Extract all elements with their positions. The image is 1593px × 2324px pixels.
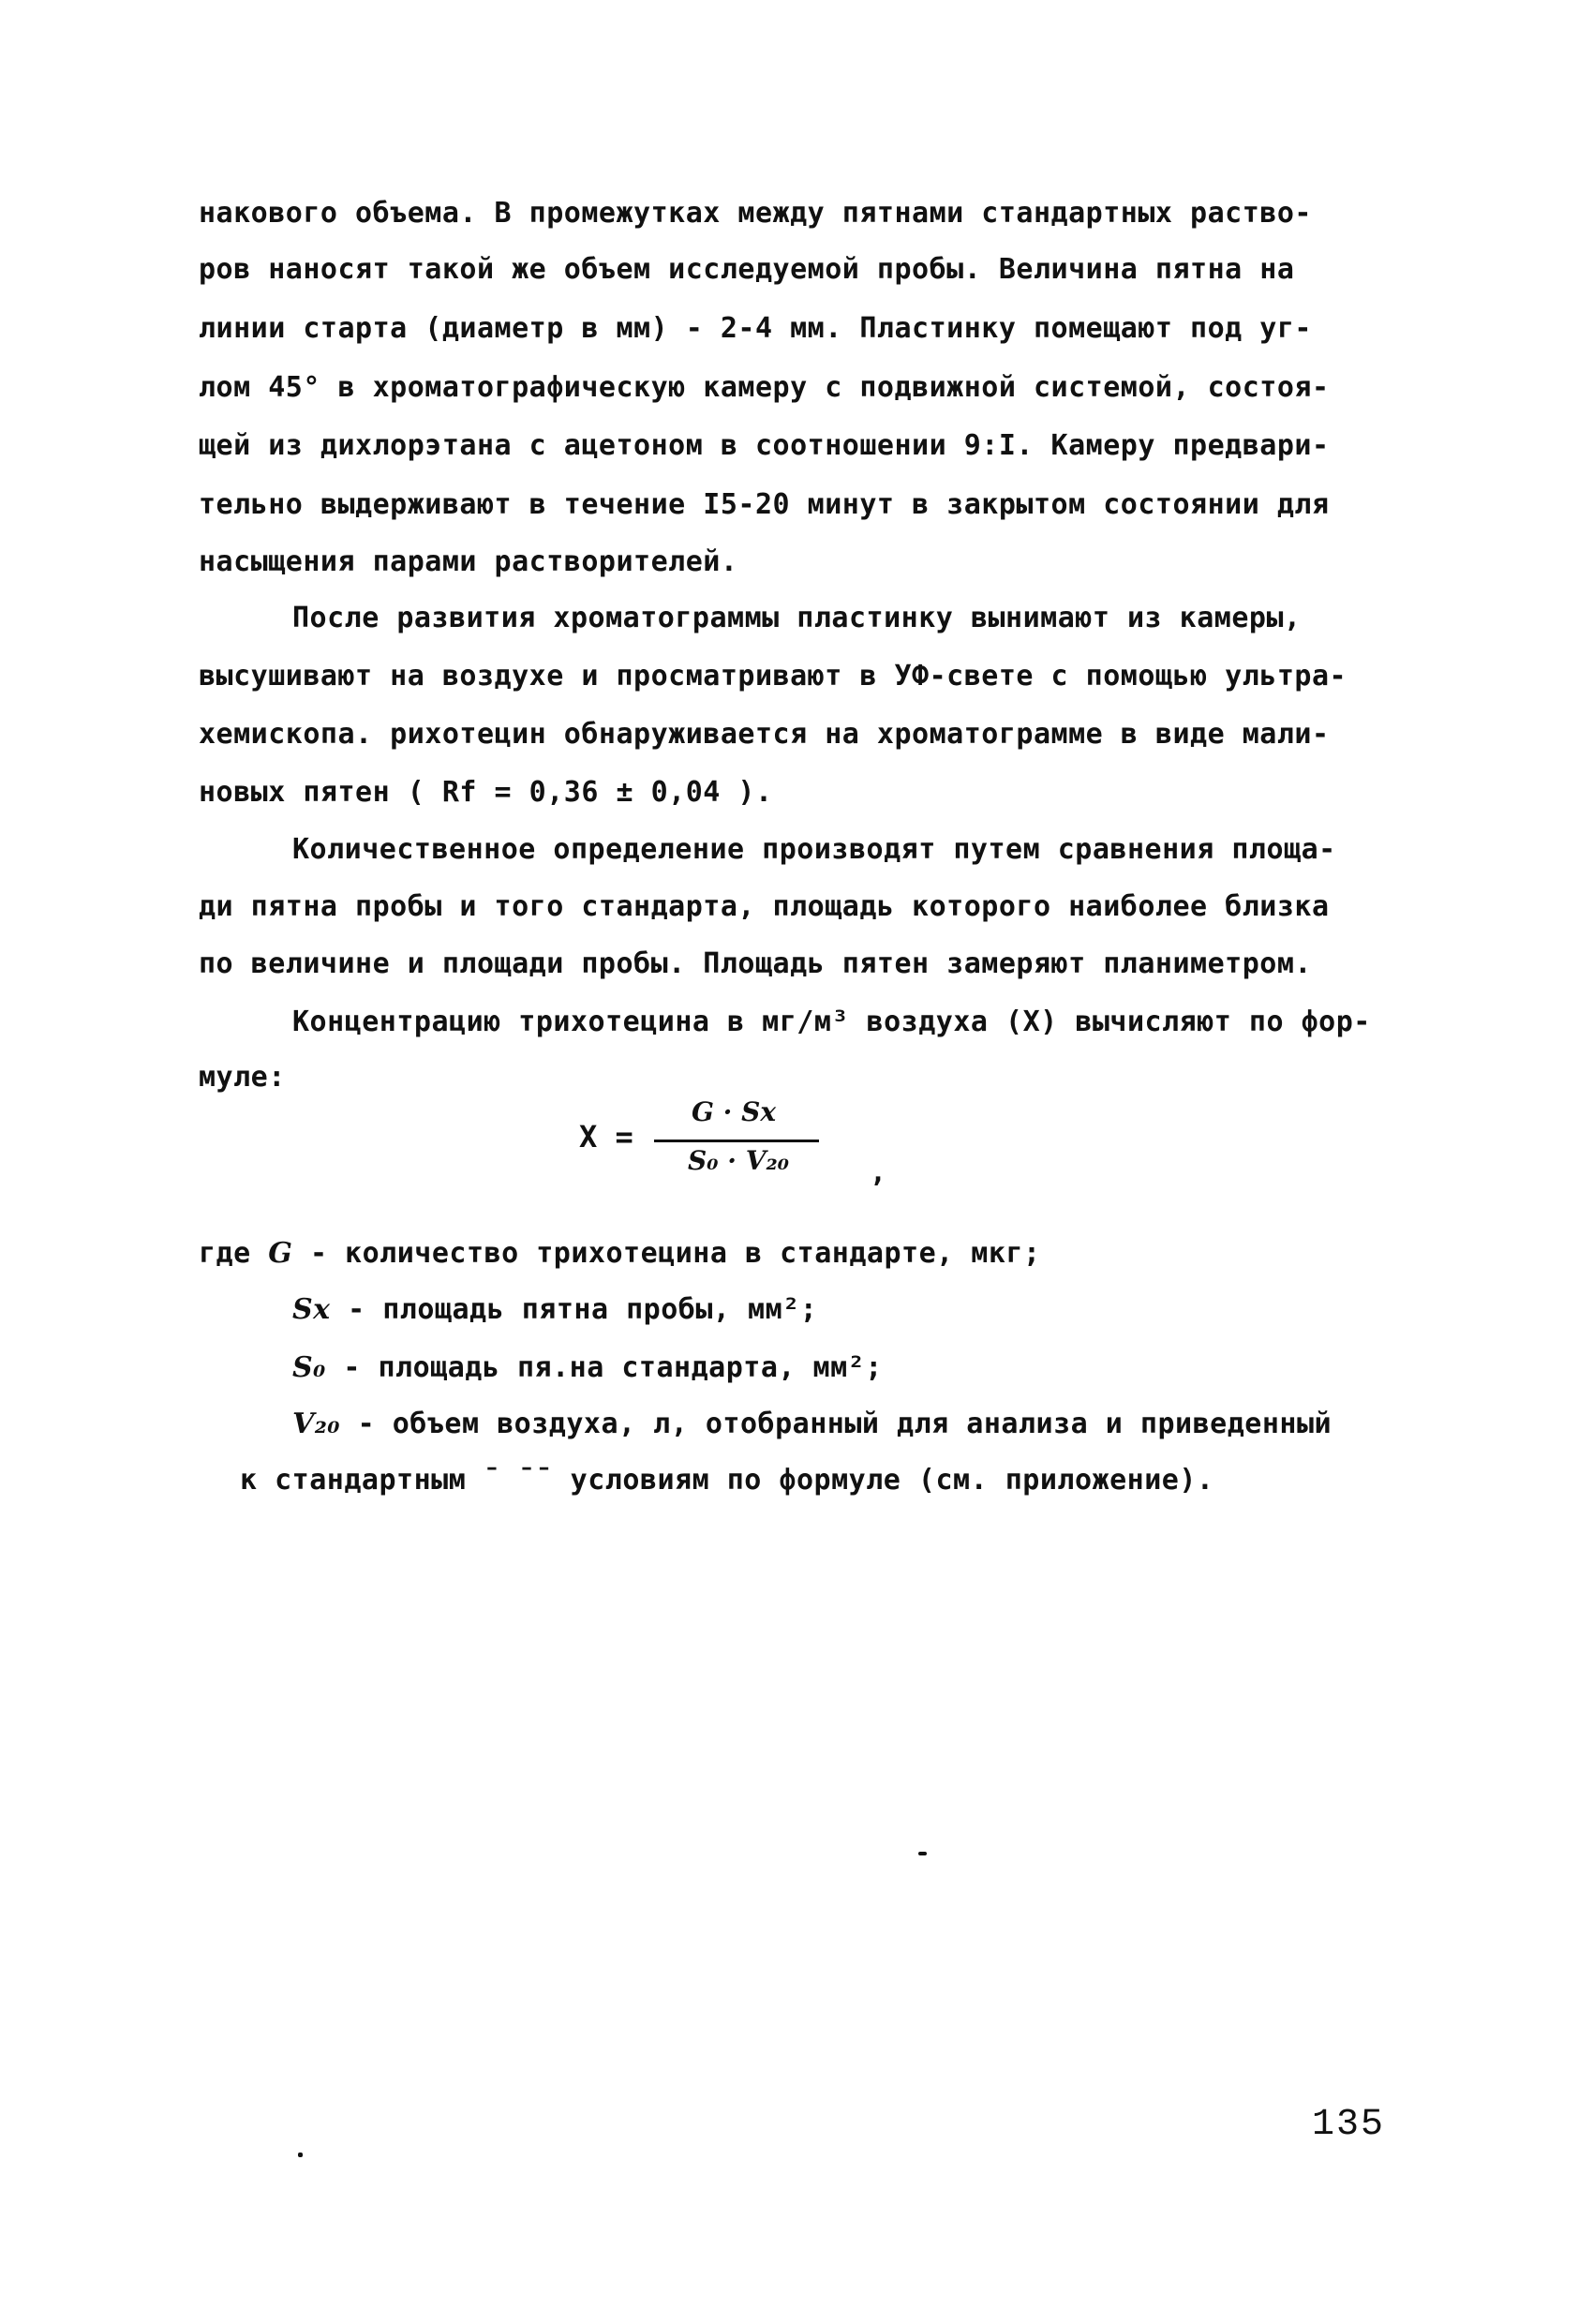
legend-item xyxy=(292,1349,883,1387)
legend-continuation: к стандартным ˉ ˉˉ условиям по формуле (см. приложение). xyxy=(240,1464,1214,1497)
legend-item xyxy=(292,1406,1332,1443)
body-line: ди пятна пробы и того стандарта, площадь которого наиболее близка xyxy=(199,890,1330,923)
body-line: муле: xyxy=(199,1061,286,1094)
legend-symbol: G xyxy=(268,1237,293,1270)
formula-denominator: S₀ · V₂₀ xyxy=(688,1145,789,1176)
formula-comma: , xyxy=(870,1156,887,1189)
body-line: Количественное определение производят путем сравнения площа- xyxy=(292,833,1336,866)
legend-intro: где xyxy=(199,1237,251,1270)
body-line: ров наносят такой же объем исследуемой пробы. Величина пятна на xyxy=(199,253,1295,286)
body-line: щей из дихлорэтана с ацетоном в соотношении 9:I. Камеру предвари- xyxy=(199,429,1330,462)
body-line: Концентрацию трихотецина в мг/м³ воздуха (X) вычисляют по фор- xyxy=(292,1006,1371,1038)
body-line: накового объема. В промежутках между пятнами стандартных раство- xyxy=(199,197,1312,230)
formula-numerator: G · Sx xyxy=(692,1096,777,1127)
body-line: по величине и площади пробы. Площадь пятен замеряют планиметром. xyxy=(199,947,1312,980)
scan-speck xyxy=(918,1852,927,1855)
concentration-formula xyxy=(579,1096,916,1209)
fraction-bar xyxy=(654,1140,819,1142)
page-number: 135 xyxy=(1312,2104,1386,2146)
formula-lhs: X = xyxy=(579,1119,633,1155)
legend-text: - объем воздуха, л, отобранный для анализа и приведенный xyxy=(357,1408,1332,1440)
body-line: тельно выдерживают в течение I5-20 минут в закрытом состоянии для xyxy=(199,488,1330,521)
legend-symbol: V₂₀ xyxy=(292,1408,341,1440)
body-line: хемископа. рихотецин обнаруживается на хроматограмме в виде мали- xyxy=(199,718,1330,751)
scan-speck xyxy=(298,2153,303,2157)
body-line: После развития хроматограммы пластинку вынимают из камеры, xyxy=(292,602,1302,634)
body-line: насыщения парами растворителей. xyxy=(199,545,738,578)
legend-item xyxy=(199,1235,1041,1273)
legend-text: - площадь пятна пробы, мм²; xyxy=(348,1293,818,1326)
body-line: высушивают на воздухе и просматривают в УФ-свете с помощью ультра- xyxy=(199,660,1347,693)
legend-symbol: S₀ xyxy=(292,1351,326,1384)
body-line: новых пятен ( Rf = 0,36 ± 0,04 ). xyxy=(199,776,773,809)
legend-text: - площадь пя.на стандарта, мм²; xyxy=(343,1351,883,1384)
legend-text: - количество трихотецина в стандарте, мкг; xyxy=(309,1237,1041,1270)
legend-symbol: Sx xyxy=(292,1293,331,1326)
body-line: линии старта (диаметр в мм) - 2-4 мм. Пластинку помещают под уг- xyxy=(199,312,1312,345)
body-line: лом 45° в хроматографическую камеру с подвижной системой, состоя- xyxy=(199,371,1330,404)
legend-item xyxy=(292,1291,817,1329)
